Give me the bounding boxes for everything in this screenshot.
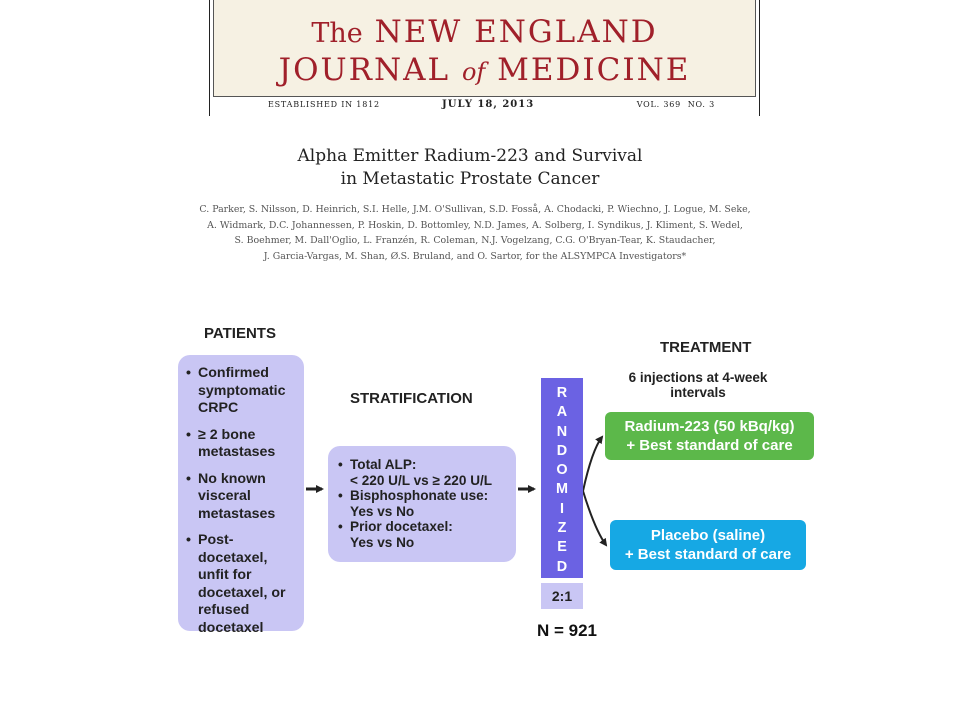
randomized-bar <box>541 378 583 578</box>
masthead-info-line <box>210 100 759 114</box>
issue-date: JULY 18, 2013 <box>442 99 535 110</box>
radium-arm-box <box>605 412 814 460</box>
patients-header: PATIENTS <box>204 325 276 342</box>
journal-masthead <box>209 0 760 116</box>
established-text: ESTABLISHED IN 1812 <box>268 100 380 109</box>
patient-criterion: • ≥ 2 bone metastases <box>186 427 296 462</box>
randomized-letter: R <box>556 385 568 401</box>
article-title <box>0 145 940 191</box>
article-title-line2: in Metastatic Prostate Cancer <box>340 169 600 189</box>
randomized-letter: N <box>556 423 568 440</box>
patient-criterion: • Confirmed symptomatic CRPC <box>186 365 296 418</box>
randomized-letter: I <box>560 500 564 517</box>
stratification-header: STRATIFICATION <box>350 390 473 407</box>
sample-size-label: N = 921 <box>537 621 598 640</box>
factor-label: • Total ALP: <box>350 457 417 472</box>
author-line: J. Garcia-Vargas, M. Shan, Ø.S. Bruland, and O. Sartor, for the ALSYMPCA Investigators* <box>263 250 687 262</box>
randomized-letter: O <box>556 462 568 479</box>
factor-label: • Bisphosphonate use: <box>350 488 489 504</box>
placebo-arm-box <box>610 520 806 570</box>
arm-line2: + Best standard of care <box>624 546 792 563</box>
stratification-box <box>328 446 516 562</box>
author-line: S. Boehmer, M. Dall'Oglio, L. Franzén, R. Coleman, N.J. Vogelzang, C.G. O'Bryan-Tear, K. Staudacher, <box>234 235 716 246</box>
journal-journal: JOURNAL <box>278 52 451 88</box>
treatment-header: TREATMENT <box>660 339 752 356</box>
factor-label: • Prior docetaxel: <box>350 519 453 535</box>
randomized-letter: D <box>556 558 568 575</box>
randomization-ratio: 2:1 <box>541 583 583 609</box>
branch-to-placebo-arm <box>583 491 606 545</box>
volume-text: VOL. 369 <box>636 100 681 109</box>
article-title-line1: Alpha Emitter Radium-223 and Survival <box>297 146 643 166</box>
author-line: A. Widmark, D.C. Johannessen, P. Hoskin, D. Bottomley, N.D. James, A. Solberg, I. Syndikus, J. Kliment, S. Wedel, <box>207 219 743 231</box>
journal-name-line1 <box>214 14 755 50</box>
author-list <box>195 202 755 264</box>
stratification-factor <box>338 519 506 550</box>
randomized-letter: Z <box>557 520 567 537</box>
randomized-letter: D <box>556 442 568 459</box>
journal-name-line2 <box>214 52 755 88</box>
journal-of: of <box>461 58 486 86</box>
factor-detail: Yes vs No <box>350 534 415 550</box>
factor-detail: < 220 U/L vs ≥ 220 U/L <box>350 472 493 488</box>
randomized-letter: A <box>556 404 568 421</box>
issue-number: NO. 3 <box>687 100 715 109</box>
journal-medicine: MEDICINE <box>497 52 691 88</box>
arm-line1: Radium-223 (50 kBq/kg) <box>624 418 795 435</box>
randomized-letter: E <box>557 539 567 556</box>
randomized-letter: M <box>556 481 568 498</box>
patient-criterion: • Post-docetaxel, unfit for docetaxel, or refused docetaxel <box>186 532 296 637</box>
stratification-factor <box>338 488 506 519</box>
factor-detail: Yes vs No <box>350 503 415 519</box>
treatment-schedule: 6 injections at 4-week intervals <box>628 370 768 400</box>
arm-line2: + Best standard of care <box>626 437 793 454</box>
journal-nameplate <box>213 0 756 97</box>
randomized-letters <box>541 384 583 577</box>
patient-criterion: • No known visceral metastases <box>186 471 296 524</box>
author-line: C. Parker, S. Nilsson, D. Heinrich, S.I. Helle, J.M. O'Sullivan, S.D. Fosså, A. Chodacki, P. Wiechno, J. Logue, M. Seke, <box>199 204 751 215</box>
arm-line1: Placebo (saline) <box>650 527 766 544</box>
journal-new-england: NEW ENGLAND <box>374 14 658 50</box>
stratification-factor <box>338 457 506 488</box>
branch-to-radium-arm <box>583 437 602 491</box>
patients-box <box>178 355 304 636</box>
journal-the: The <box>311 18 363 49</box>
